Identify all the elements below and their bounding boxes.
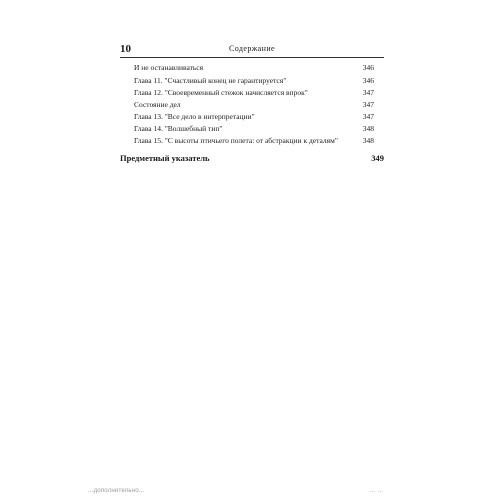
toc-entry [134, 111, 374, 122]
toc-entry [134, 87, 374, 98]
toc-entry-page: 349 [371, 153, 384, 163]
toc-entry [134, 123, 374, 134]
toc-entry [134, 99, 374, 110]
toc-entry-page: 347 [362, 88, 374, 97]
toc-entry-page: 346 [362, 76, 374, 85]
page-number: 10 [120, 43, 131, 55]
toc-entry-page: 348 [362, 124, 374, 133]
section-title: Содержание [229, 44, 275, 53]
toc-entry [134, 62, 374, 73]
toc-entry-title: И не останавливаться [134, 63, 204, 72]
toc-entry-title: Глава 12. "Своевременный стежок начисляется впрок" [134, 88, 308, 97]
toc-entry-page: 348 [362, 136, 374, 145]
toc-entry-title: Глава 13. "Все дело в интерпретации" [134, 112, 255, 121]
toc-entry [134, 135, 374, 146]
toc-entry-title: Состояние дел [134, 100, 181, 109]
toc-entry-page: 347 [362, 112, 374, 121]
footer-right-text: ... ... [370, 488, 384, 494]
toc-index-entry [120, 153, 384, 164]
toc-entry-page: 346 [362, 63, 374, 72]
toc-entry-title: Глава 14. "Волшебный тип" [134, 124, 223, 133]
toc-entry [134, 75, 374, 86]
toc-entry-title: Глава 15. "С высоты птичьего полета: от абстракции к деталям" [134, 136, 338, 145]
toc-entry-page: 347 [362, 100, 374, 109]
footer-left-text: ...дополнительно... [88, 488, 145, 494]
toc-entry-title: Предметный указатель [120, 153, 210, 163]
toc-entry-title: Глава 11. "Счастливый конец не гарантируется" [134, 76, 287, 85]
